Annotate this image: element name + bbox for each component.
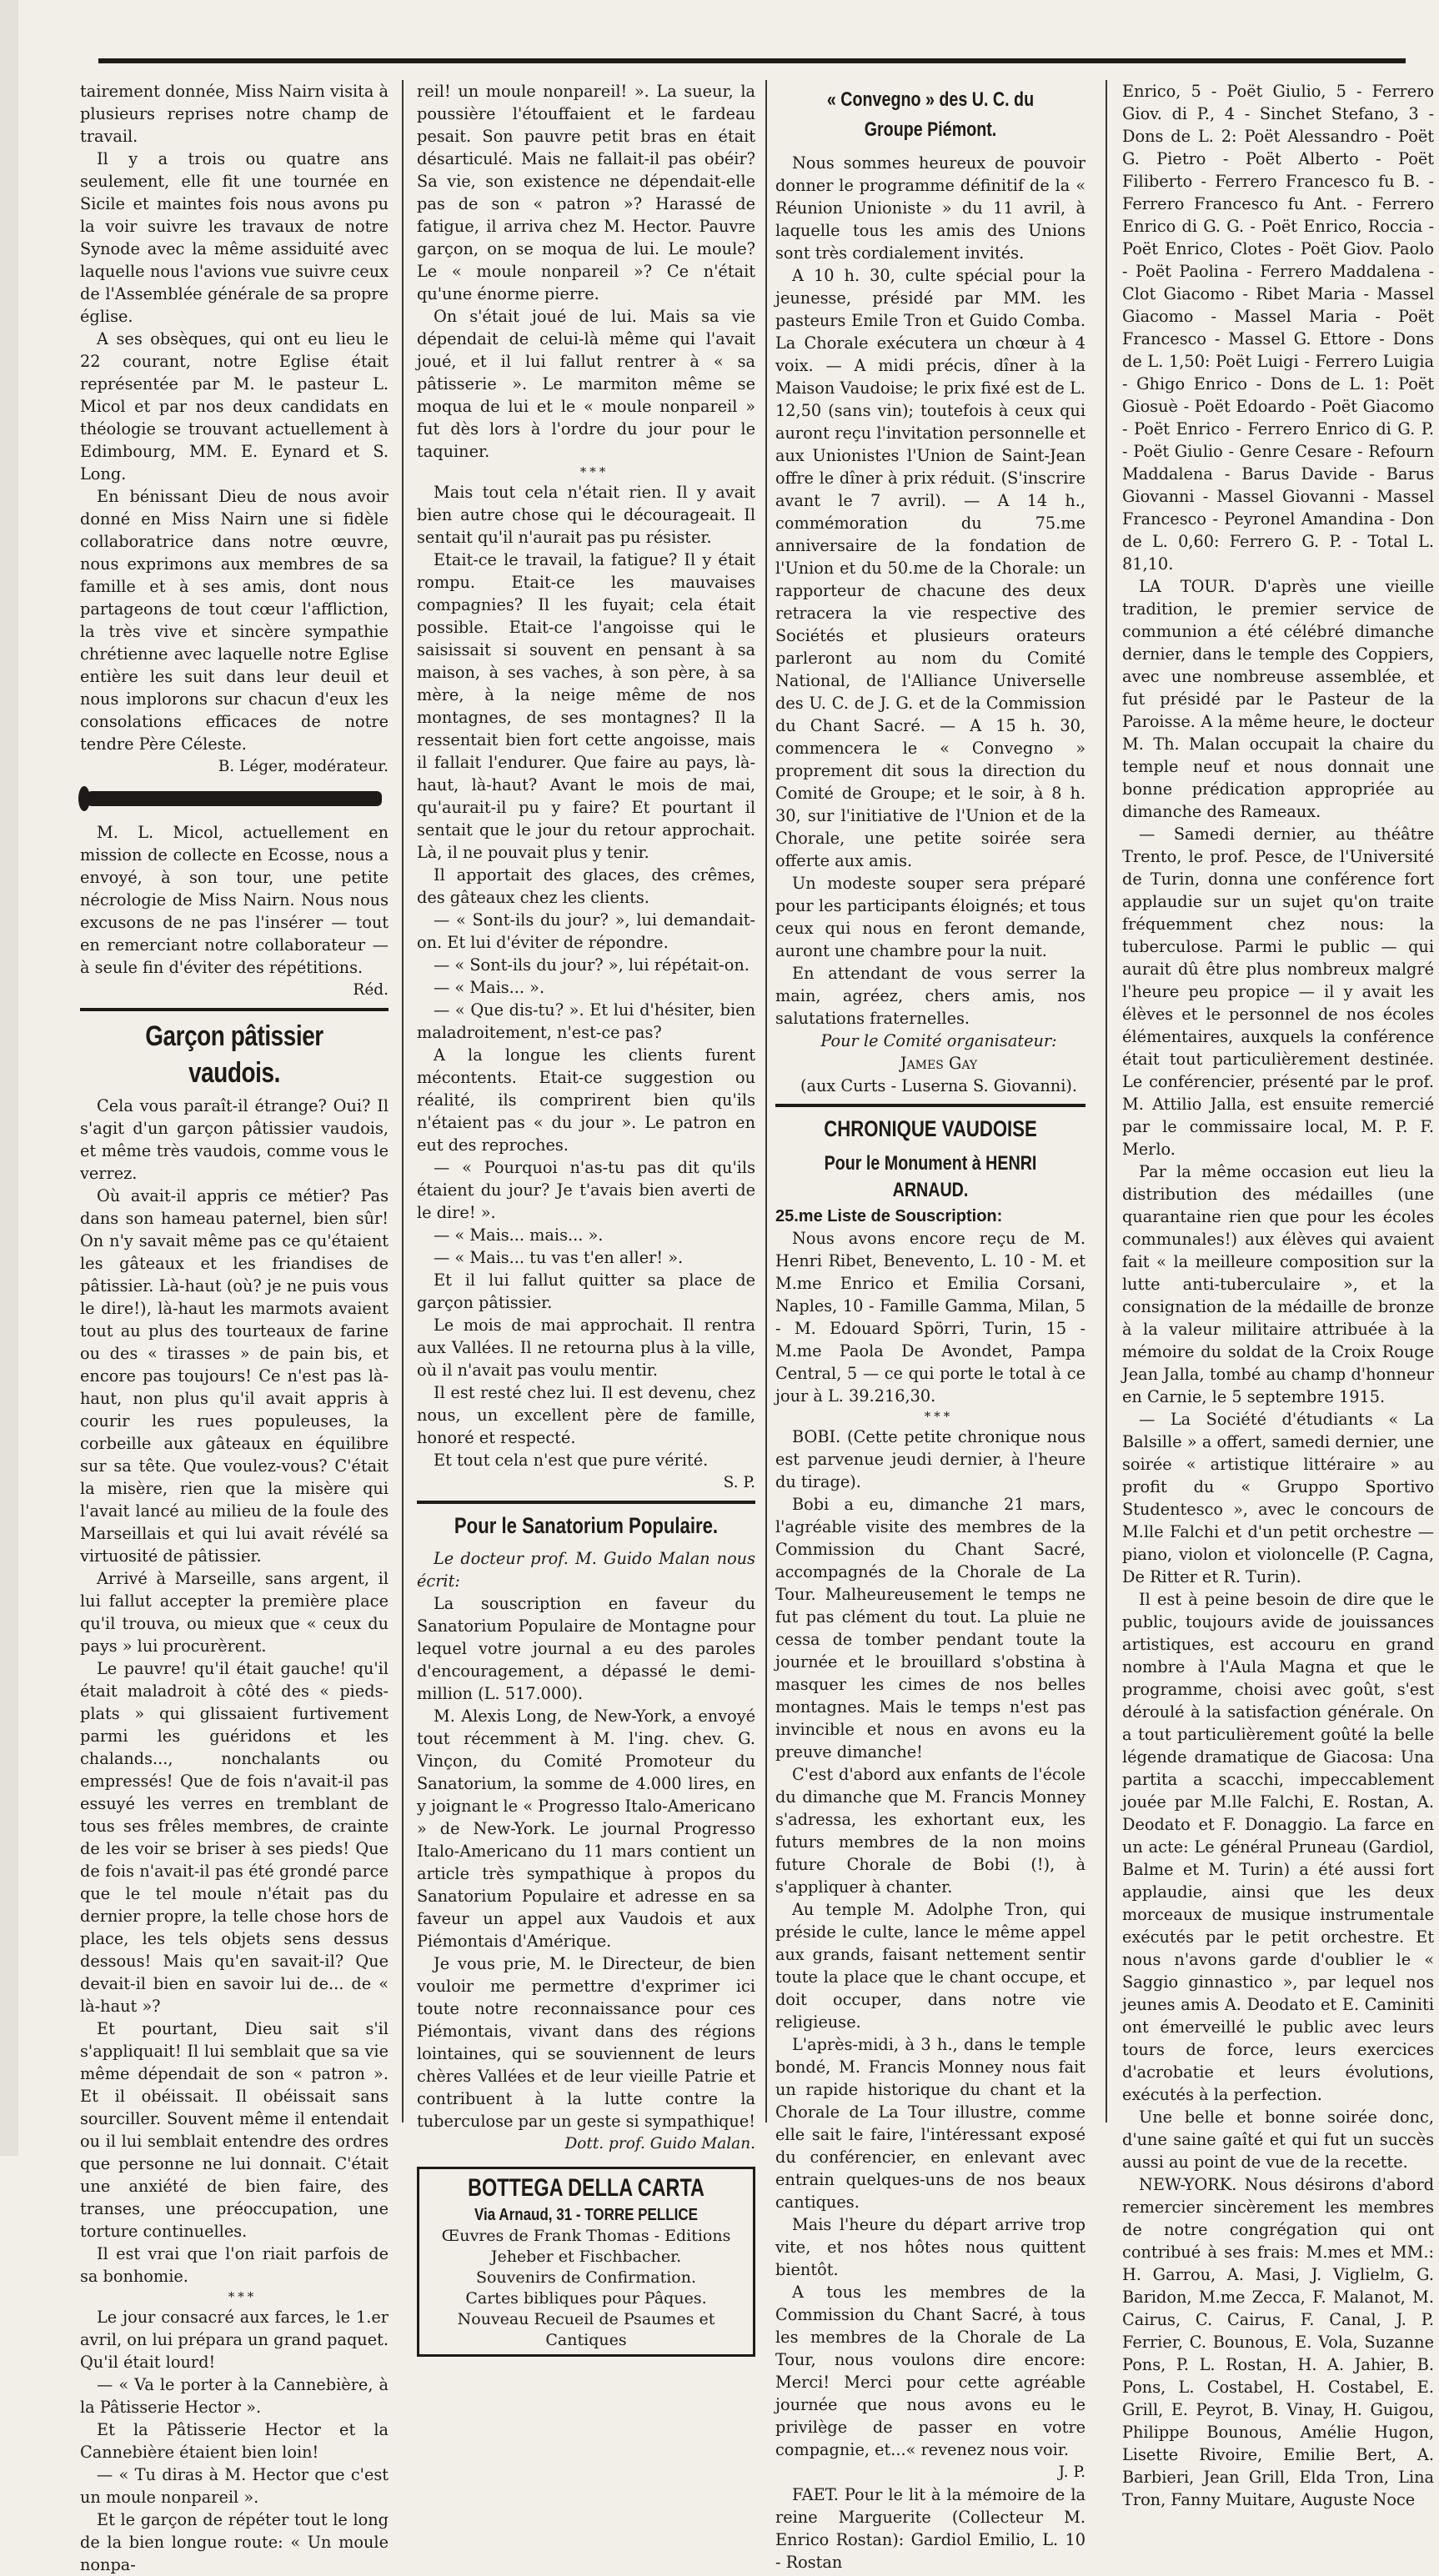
paragraph: C'est d'abord aux enfants de l'école du dimanche que M. Francis Monney s'adressa, les exhortant eux, les futurs membres de la non moins future Chorale de Bobi (!), à s'appliquer à chanter.: [775, 1765, 1086, 1897]
paragraph: FAET. Pour le lit à la mémoire de la reine Marguerite (Collecteur M. Enrico Rostan): Gardiol Emilio, L. 10 - Rostan: [775, 2485, 1086, 2572]
subsection-title: Pour le Monument à HENRI ARNAUD.: [824, 1152, 1037, 1201]
ad-line: Nouveau Recueil de Psaumes et Cantiques: [457, 2310, 715, 2349]
paragraph: Le pauvre! qu'il était gauche! qu'il était maladroit à côté des « pieds-plats » qui glissaient furtivement parmi les guéridons et les chalands..., nonchalants ou empressés! Que de fois n'avait-il pas essuyé les verres en tremblant de tous ses frêles membres, de crainte de les voir se briser à ses pieds! Que de fois n'avait-il pas été grondé parce que le tel moule n'était pas du dernier propre, la telle chose hors de place, les tels objets sens dessus dessous! Mais qu'en savait-il? Que devait-il bien en savoir lui de... de « là-haut »?: [80, 1659, 389, 2016]
section-stars: ***: [579, 464, 609, 479]
section-rule: [417, 1501, 755, 1504]
paragraph: Bobi a eu, dimanche 21 mars, l'agréable visite des membres de la Commission du Chant Sacré, accompagnés de la Chorale de La Tour. Malheureusement le temps ne fut pas clément du tout. La pluie ne cessa de tomber pendant toute la journée et le brouillard s'obstina à masquer les cimes de nos belles montagnes. Mais le temps n'est pas invincible et nous en avons eu la preuve dimanche!: [775, 1495, 1086, 1762]
paragraph: Il est vrai que l'on riait parfois de sa bonhomie.: [80, 2244, 389, 2286]
black-separator-ornament: [80, 784, 389, 813]
paragraph: Nous avons encore reçu de M. Henri Ribet, Benevento, L. 10 - M. et M.me Enrico et Emilia Corsani, Naples, 10 - Famille Gamma, Milan, 5 - M. Edouard Spörri, Turin, 15 - M.me Paola De Avondet, Pampa Central, 5 — ce qui porte le total à ce jour à L. 39.216,30.: [775, 1229, 1086, 1406]
column-3: [775, 80, 1086, 2572]
column-2: [417, 80, 755, 2349]
paragraph: — « Sont-ils du jour? », lui demandait-on. Et lui d'éviter de répondre.: [417, 910, 755, 952]
paragraph: Le jour consacré aux farces, le 1.er avril, on lui prépara un grand paquet. Qu'il était lourd!: [80, 2308, 389, 2372]
paragraph: Le docteur prof. M. Guido Malan nous écrit:: [417, 1549, 755, 1591]
paragraph: Et la Pâtisserie Hector et la Cannebière étaient bien loin!: [80, 2420, 389, 2462]
paragraph: — « Tu diras à M. Hector que c'est un moule nonpareil ».: [80, 2465, 389, 2507]
paragraph: A ses obsèques, qui ont eu lieu le 22 courant, notre Eglise était représentée par M. le pasteur L. Micol et par nos deux candidats en théologie se trouvant actuellement à Edimbourg, MM. E. Eynard et S. Long.: [80, 329, 389, 484]
ad-shop-name: BOTTEGA DELLA CARTA: [468, 2174, 704, 2202]
signature: (aux Curts - Luserna S. Giovanni).: [800, 1076, 1078, 1095]
paragraph: Et tout cela n'est que pure vérité.: [434, 1451, 709, 1470]
paragraph: Mais l'heure du départ arrive trop vite, et nos hôtes nous quittent bientôt.: [775, 2215, 1086, 2279]
paragraph: Un modeste souper sera préparé pour les participants éloignés; et tous ceux qui nous en feront demande, auront une chambre pour la nuit.: [775, 874, 1086, 960]
paragraph: — Samedi dernier, au théâtre Trento, le prof. Pesce, de l'Université de Turin, donna une conférence fort applaudie sur un sujet qu'on traite fréquemment chez nous: la tuberculose. Parmi le public — qui aurait dû être plus nombreux malgré l'heure peu propice — il y avait les élèves et le personnel de nos écoles élémentaires, auxquels la conférence était tout particulièrement destinée. Le conférencier, présenté par le prof. M. Attilio Jalla, est ensuite remercié par le commissaire local, M. P. F. Merlo.: [1122, 824, 1434, 1159]
scan-edge: [0, 0, 18, 2156]
section-stars: ***: [228, 2289, 258, 2304]
column-1: [80, 80, 389, 2574]
paragraph: LA TOUR. D'après une vieille tradition, le premier service de communion a été célébré dimanche dernier, dans le temple des Coppiers, avec une nombreuse assemblée, et fut présidé par le Pasteur de la Paroisse. A la même heure, le docteur M. Th. Malan occupait la chaire du temple neuf et nous donnait une bonne prédication appropriée au dimanche des Rameaux.: [1122, 577, 1434, 821]
article-title: Garçon pâtissier vaudois.: [145, 1020, 323, 1089]
signature: S. P.: [723, 1474, 755, 1491]
ad-line: Œuvres de Frank Thomas - Editions: [441, 2227, 731, 2245]
section-rule: [775, 1104, 1086, 1107]
paragraph: — « Pourquoi n'as-tu pas dit qu'ils étaient du jour? Je t'avais bien averti de le dire! ».: [417, 1158, 755, 1222]
ad-line: Souvenirs de Confirmation.: [475, 2268, 697, 2287]
paragraph: reil! un moule nonpareil! ». La sueur, la poussière l'étouffaient et le fardeau pesait. Son pauvre petit bras en était désarticulé. Mais ne fallait-il pas obéir? Sa vie, son existence ne dépendait-elle pas de son « patron »? Harassé de fatigue, il arriva chez M. Hector. Pauvre garçon, on se moqua de lui. Le moule? Le « moule nonpareil »? Ce n'était qu'une énorme pierre.: [417, 82, 755, 303]
paragraph: M. Alexis Long, de New-York, a envoyé tout récemment à M. l'ing. chev. G. Vinçon, du Comité Promoteur du Sanatorium, la somme de 4.000 lires, en y joignant le « Progresso Italo-Americano » de New-York. Le journal Progresso Italo-Americano du 11 mars contient un article très sympathique à propos du Sanatorium Populaire et adresse en sa faveur un appel aux Vaudois et aux Piémontais d'Amérique.: [417, 1706, 755, 1951]
paragraph: NEW-YORK. Nous désirons d'abord remercier sincèrement les membres de notre congrégation qui ont contribué à ses frais: M.mes et MM.: H. Garrou, A. Masi, J. Viglielm, G. Baridon, M.me Zecca, F. Malanot, M. Cairus, C. Cairus, F. Canal, J. P. Ferrier, C. Bounous, E. Vola, Suzanne Pons, P. L. Rostan, H. A. Jahier, B. Pons, L. Costabel, H. Costabel, E. Grill, E. Peyrot, B. Vinay, H. Guigou, Philippe Bounous, Amélie Hugon, Lisette Rivoire, Emilie Bert, A. Barbieri, Jean Grill, Elda Tron, Lina Tron, Fanny Muitare, Auguste Noce: [1122, 2175, 1434, 2509]
signature: J. P.: [1058, 2463, 1086, 2481]
paragraph: tairement donnée, Miss Nairn visita à plusieurs reprises notre champ de travail.: [80, 82, 389, 146]
article-title: « Convegno » des U. C. du Groupe Piémont.: [826, 88, 1035, 141]
subscription-heading: 25.me Liste de Souscription:: [775, 1207, 1003, 1225]
paragraph: Par la même occasion eut lieu la distribution des médailles (une quarantaine rien que pour les écoles communales!) aux élèves qui avaient fait « la meilleure composition sur la lutte anti-tuberculaire », et la consignation de la médaille de bronze à la valeur militaire attribuée à la mémoire du soldat de la Croix Rouge Jean Jalla, tombé au champ d'honneur en Carnie, le 5 septembre 1915.: [1122, 1162, 1434, 1406]
signature: Dott. prof. Guido Malan.: [564, 2135, 755, 2153]
paragraph: Je vous prie, M. le Directeur, de bien vouloir me permettre d'exprimer ici toute notre reconnaissance pour ces Piémontais, vivant dans des régions lointaines, qui se souviennent de leurs chères Vallées et de leur vieille Patrie et contribuent à la lutte contre la tuberculose par un geste si sympathique!: [417, 1954, 755, 2131]
paragraph: Au temple M. Adolphe Tron, qui préside le culte, lance le même appel aux grands, faisant nettement sentir toute la place que le chant occupe, et doit occuper, dans notre vie religieuse.: [775, 1900, 1086, 2032]
paragraph: La souscription en faveur du Sanatorium Populaire de Montagne pour lequel votre journal a eu des paroles d'encouragement, a dépassé le demi-million (L. 517.000).: [417, 1594, 755, 1703]
paragraph: Il y a trois ou quatre ans seulement, elle fit une tournée en Sicile et maintes fois nous avons pu la voir suivre les travaux de notre Synode avec la même assiduité avec laquelle nous l'avions vue suivre ceux de l'Assemblée générale de sa propre église.: [80, 149, 389, 326]
editor-note: M. L. Micol, actuellement en mission de collecte en Ecosse, nous a envoyé, à son tour, une petite nécrologie de Miss Nairn. Nous nous excusons de ne pas l'insérer — tout en remerciant notre collaborateur — à seule fin d'éviter des répétitions.: [80, 823, 389, 977]
column-rule: [402, 80, 404, 2122]
paragraph: Il apportait des glaces, des crêmes, des gâteaux chez les clients.: [417, 865, 755, 907]
paragraph: — « Que dis-tu? ». Et lui d'hésiter, bien maladroitement, n'est-ce pas?: [417, 1000, 755, 1042]
paragraph: BOBI. (Cette petite chronique nous est parvenue jeudi dernier, à l'heure du tirage).: [775, 1427, 1086, 1491]
ad-address: Via Arnaud, 31 - TORRE PELLICE: [474, 2206, 698, 2224]
column-4: [1122, 80, 1434, 2509]
paragraph: — « Mais... mais... ».: [434, 1225, 604, 1245]
paragraph: — « Mais... ».: [434, 978, 545, 997]
paragraph: Il est resté chez lui. Il est devenu, chez nous, un excellent père de famille, honoré et respecté.: [417, 1383, 755, 1447]
signature: Pour le Comité organisateur:: [820, 1031, 1057, 1050]
paragraph: Une belle et bonne soirée donc, d'une saine gaîté et qui fut un succès aussi au point de vue de la recette.: [1122, 2107, 1434, 2172]
paragraph: Mais tout cela n'était rien. Il y avait bien autre chose qui le décourageait. Il sentait qu'il n'aurait pas pu résister.: [417, 483, 755, 547]
paragraph: A 10 h. 30, culte spécial pour la jeunesse, présidé par MM. les pasteurs Emile Tron et Guido Comba. La Chorale exécutera un chœur à 4 voix. — A midi précis, dîner à la Maison Vaudoise; le prix fixé est de L. 12,50 (sans vin); toutefois à ceux qui auront reçu l'invitation personnelle et aux Unionistes l'Union de Saint-Jean offre le dîner à prix réduit. (S'inscrire avant le 7 avril). — A 14 h., commémoration du 75.me anniversaire de la fondation de l'Union et du 50.me de la Chorale: un rapporteur de chacune des deux retracera la vie respective des Sociétés et plusieurs orateurs parleront au nom du Comité National, de l'Alliance Universelle des U. C. de J. G. et de la Commission du Chant Sacré. — A 15 h. 30, commencera le « Convegno » proprement dit sous la direction du Comité de Groupe; et le soir, à 8 h. 30, sur l'initiative de l'Union et de la Chorale, une petite soirée sera offerte aux amis.: [775, 266, 1086, 870]
editor-signature: Réd.: [353, 981, 389, 999]
ad-line: Cartes bibliques pour Pâques.: [465, 2289, 707, 2308]
paragraph: En bénissant Dieu de nous avoir donné en Miss Nairn une si fidèle collaboratrice dans notre œuvre, nous exprimons aux membres de sa famille et à ses amis, dont nous partageons de tout cœur l'affliction, la très vive et sincère sympathie chrétienne avec laquelle notre Eglise entière les suit dans leur deuil et nous implorons sur chacun d'eux les consolations efficaces de notre tendre Père Céleste.: [80, 487, 389, 754]
paragraph: En attendant de vous serrer la main, agréez, chers amis, nos salutations fraternelles.: [775, 964, 1086, 1028]
paragraph: Il est à peine besoin de dire que le public, toujours avide de jouissances artistiques, est accouru en grand nombre à l'Aula Magna et que le programme, choisi avec goût, s'est déroulé à la satisfaction générale. On a tout particulièrement goûté la belle légende dramatique de Giacosa: Una partita a scacchi, impeccablement jouée par M.lle Falchi, E. Rostan, A. Deodato et F. Donaggio. La farce en un acte: Le général Pruneau (Gardiol, Balme et M. Turin) a été aussi fort applaudie, ainsi que les deux morceaux de musique instrumentale exécutés par le petit orchestre. Et nous n'avons garde d'oublier le « Saggio ginnastico », par lequel nos jeunes amis A. Deodato et E. Caminiti ont émerveillé le public avec leurs tours de force, leurs exercices d'acrobatie et leurs évolutions, exécutés à la perfection.: [1122, 1590, 1434, 2104]
signature: B. Léger, modérateur.: [218, 758, 389, 775]
advertisement-box: [417, 2167, 755, 2357]
paragraph: — La Société d'étudiants « La Balsille » a offert, samedi dernier, une soirée « artistique littéraire » au profit du « Gruppo Sportivo Studentesco », avec le concours de M.lle Falchi et d'un petit orchestre — piano, violon et violoncelle (P. Cagna, De Ritter et R. Turin).: [1122, 1410, 1434, 1586]
paragraph: A la longue les clients furent mécontents. Etait-ce suggestion ou réalité, ils comprirent bien qu'ils n'étaient pas « du jour ». Le patron en eut des reproches.: [417, 1045, 755, 1155]
paragraph: Et il lui fallut quitter sa place de garçon pâtissier.: [417, 1270, 755, 1312]
paragraph: On s'était joué de lui. Mais sa vie dépendait de celui-là même qui l'avait joué, et il lui fallut rentrer à « sa pâtisserie ». Le marmiton même se moqua de lui et le « moule nonpareil » fut dès lors à l'ordre du jour pour le taquiner.: [417, 307, 755, 461]
paragraph: Etait-ce le travail, la fatigue? Il y était rompu. Etait-ce les mauvaises compagnies? Il les fuyait; cela était possible. Etait-ce l'angoisse qui le saisissait si souvent en pensant à sa maison, à ses vaches, à son père, à sa mère, à la neige même de nos montagnes, de ses montagnes? Il la ressentait bien fort cette angoisse, mais il fallait l'endurer. Que faire au pays, là-haut, là-haut? Avant le mois de mai, qu'aurait-il pu y faire? Et pourtant il sentait que le jour du retour approchait. Là, il ne pouvait plus y tenir.: [417, 550, 755, 862]
paragraph: — « Mais... tu vas t'en aller! ».: [434, 1248, 684, 1267]
paragraph: — « Va le porter à la Cannebière, à la Pâtisserie Hector ».: [80, 2375, 389, 2417]
paragraph: Le mois de mai approchait. Il rentra aux Vallées. Il ne retourna plus à la ville, où il n'avait pas voulu mentir.: [417, 1316, 755, 1380]
column-rule: [765, 80, 767, 2122]
column-rule: [1106, 80, 1107, 2122]
section-stars: ***: [924, 1409, 954, 1424]
paragraph: Cela vous paraît-il étrange? Oui? Il s'agit d'un garçon pâtissier vaudois, et même très vaudois, comme vous le verrez.: [80, 1096, 389, 1183]
paragraph: Où avait-il appris ce métier? Pas dans son hameau paternel, bien sûr! On n'y savait même pas ce qu'étaient les gâteaux et les friandises de pâtissier. Là-haut (où? je ne puis vous le dire!), là-haut les marmots avaient tout au plus des tourteaux de farine ou des « tirasses » de pain bis, et encore pas toujours! Ce n'est pas là-haut, non plus qu'il avait appris à courir les rues populeuses, la corbeille aux gâteaux en équilibre sur sa tête. Que voulez-vous? C'était la misère, rien que la misère qui l'avait lancé au milieu de la foule des Marseillais et qui lui avait révélé sa virtuosité de pâtissier.: [80, 1186, 389, 1566]
paragraph: A tous les membres de la Commission du Chant Sacré, à tous les membres de la Chorale de La Tour, nous voulons dire encore: Merci! Merci pour cette agréable journée que nous avons eu le privilège de passer en votre compagnie, et...« revenez nous voir.: [775, 2283, 1086, 2459]
paragraph: L'après-midi, à 3 h., dans le temple bondé, M. Francis Monney nous fait un rapide historique du chant et la Chorale de La Tour illustre, comme elle sait le faire, l'intéressant exposé du conférencier, en enlevant avec entrain quelques-uns de nos beaux cantiques.: [775, 2035, 1086, 2212]
ad-line: Jeheber et Fischbacher.: [490, 2248, 682, 2266]
section-rule: [80, 1008, 389, 1011]
paragraph: Et le garçon de répéter tout le long de la bien longue route: « Un moule nonpa-: [80, 2510, 389, 2574]
section-title: CHRONIQUE VAUDOISE: [824, 1116, 1037, 1141]
header-rule: [98, 58, 1406, 63]
signature: James Gay: [900, 1054, 978, 1073]
paragraph: Nous sommes heureux de pouvoir donner le programme définitif de la « Réunion Unioniste » du 11 avril, à laquelle tous les amis des Unions sont très cordialement invités.: [775, 153, 1086, 263]
paragraph: Arrivé à Marseille, sans argent, il lui fallut accepter la première place qu'il trouva, ou mieux que « ceux du pays » lui procurèrent.: [80, 1569, 389, 1656]
paragraph: Et pourtant, Dieu sait s'il s'appliquait! Il lui semblait que sa vie même dépendait de son « patron ». Et il obéissait. Il obéissait sans sourciller. Souvent même il entendait ou il lui semblait entendre des ordres que personne ne lui donnait. C'était une anxiété de bien faire, des transes, une préoccupation, une torture continuelles.: [80, 2019, 389, 2241]
paragraph: Enrico, 5 - Poët Giulio, 5 - Ferrero Giov. di P., 4 - Sinchet Stefano, 3 - Dons de L. 2: Poët Alessandro - Poët G. Pietro - Poët Alberto - Poët Filiberto - Ferrero Francesco fu B. - Ferrero Francesco fu Ant. - Ferrero Enrico di G. G. - Poët Enrico, Roccia - Poët Enrico, Clotes - Poët Giov. Paolo - Poët Paolina - Ferrero Maddalena - Clot Giacomo - Ribet Maria - Massel Giacomo - Massel Maria - Poët Francesco - Massel G. Ettore - Dons de L. 1,50: Poët Luigi - Ferrero Luigia - Ghigo Enrico - Dons de L. 1: Poët Giosuè - Poët Edoardo - Poët Giacomo - Poët Enrico - Ferrero Enrico di G. P. - Poët Giulio - Genre Cesare - Refourn Maddalena - Barus Davide - Barus Giovanni - Massel Giovanni - Massel Francesco - Peyronel Amandina - Don de L. 0,60: Ferrero G. P. - Total L. 81,10.: [1122, 82, 1434, 574]
paragraph: — « Sont-ils du jour? », lui répétait-on.: [434, 955, 750, 975]
article-title: Pour le Sanatorium Populaire.: [454, 1513, 719, 1538]
